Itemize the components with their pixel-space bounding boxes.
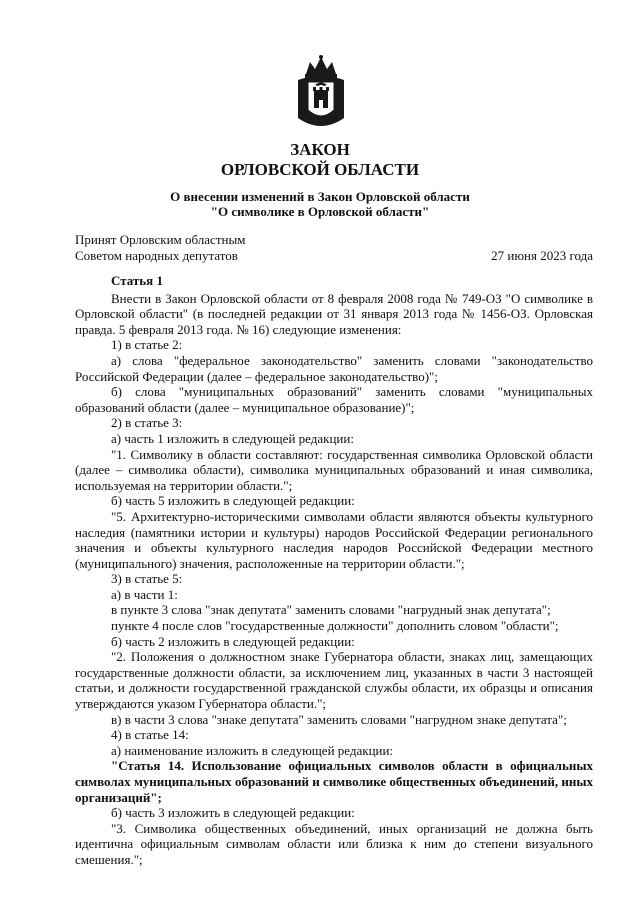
adoption-line-1: Принят Орловским областным — [75, 232, 246, 247]
region-title: ОРЛОВСКОЙ ОБЛАСТИ — [220, 160, 420, 179]
paragraph: б) часть 2 изложить в следующей редакции: — [111, 633, 355, 649]
paragraph: 1) в статье 2: — [111, 337, 183, 353]
law-body — [75, 273, 593, 868]
paragraph: "1. Символику в области составляют: государственная символика Орловской области (далее – символика области), символика муниципальных образований и иная символика, используемая на территории области."; — [75, 446, 593, 493]
law-subtitle-line-2: "О символике в Орловской области" — [210, 204, 430, 219]
paragraph: 3) в статье 5: — [111, 571, 183, 587]
paragraph: а) наименование изложить в следующей редакции: — [111, 742, 394, 758]
adoption-date: 27 июня 2023 года — [491, 248, 593, 263]
adoption-line-2: Советом народных депутатов — [75, 248, 238, 263]
paragraph: Внести в Закон Орловской области от 8 февраля 2008 года № 749-ОЗ "О символике в Орловской области" (в последней редакции от 31 января 2013 года № 1456-ОЗ. Орловская правда. 5 февраля 2013 года. № 16) следующие изменения: — [75, 290, 593, 337]
paragraph: а) часть 1 изложить в следующей редакции: — [111, 430, 354, 446]
article-14-title: "Статья 14. Использование официальных символов области в официальных символах муниципальных образований и символике общественных объединений, иных организаций"; — [75, 758, 593, 805]
coat-of-arms-icon — [296, 54, 346, 132]
paragraph: "5. Архитектурно-историческими символами области являются объекты культурного наследия (памятники истории и культуры) народов Российской Федерации регионального значения и объекты культурного наследия народов Российской Федерации местного (муниципального) значения, расположенные на территории области."; — [75, 508, 593, 571]
law-title: ЗАКОН — [290, 140, 350, 159]
paragraph: 4) в статье 14: — [111, 727, 189, 743]
paragraph: в пункте 3 слова "знак депутата" заменить словами "нагрудный знак депутата"; — [111, 602, 551, 618]
paragraph: б) часть 3 изложить в следующей редакции: — [111, 805, 355, 821]
adoption-block — [75, 232, 245, 264]
paragraph: б) слова "муниципальных образований" заменить словами "муниципальных образований области (далее – муниципальное образование)"; — [75, 384, 593, 415]
paragraph: в) в части 3 слова "знаке депутата" заменить словами "нагрудном знаке депутата"; — [111, 711, 567, 727]
paragraph: а) в части 1: — [111, 586, 178, 602]
paragraph: б) часть 5 изложить в следующей редакции: — [111, 493, 355, 509]
paragraph: "3. Символика общественных объединений, иных организаций не должна быть идентична официальным символам области или близка к ним до степени визуального смешения."; — [75, 820, 593, 867]
paragraph: а) слова "федеральное законодательство" заменить словами "законодательство Российской Федерации (далее – федеральное законодательство)"; — [75, 352, 593, 384]
paragraph: пункте 4 после слов "государственные должности" дополнить словом "области"; — [111, 618, 559, 634]
law-subtitle-line-1: О внесении изменений в Закон Орловской области — [170, 189, 470, 204]
paragraph: 2) в статье 3: — [111, 415, 183, 431]
article-heading: Статья 1 — [111, 273, 163, 288]
paragraph: "2. Положения о должностном знаке Губернатора области, знаках лиц, замещающих государственные должности области, за исключением лиц, указанных в части 3 настоящей статьи, и должности государственной гражданской службы области, их образцы и описания утверждаются указом Губернатора области."; — [75, 649, 593, 712]
